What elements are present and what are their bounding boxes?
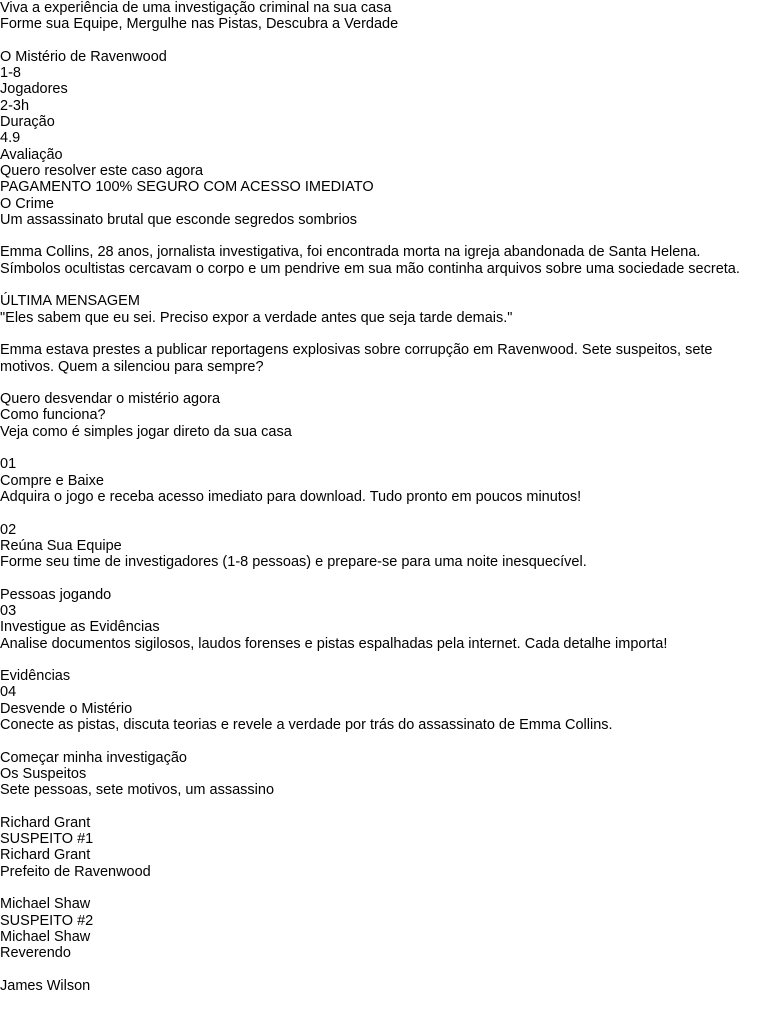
step-card <box>0 684 768 733</box>
spacer <box>0 733 768 749</box>
suspects-subheading: Sete pessoas, sete motivos, um assassino <box>0 782 275 799</box>
hero-tagline: Viva a experiência de uma investigação criminal na sua casa <box>0 0 392 16</box>
step-title: Investigue as Evidências <box>0 619 160 636</box>
step-text: Analise documentos sigilosos, laudos forenses e pistas espalhadas pela internet. Cada detalhe importa! <box>0 635 668 652</box>
step-number: 01 <box>0 456 17 473</box>
suspect-image-alt: Richard Grant <box>0 814 91 831</box>
suspect-card <box>0 978 768 994</box>
spacer <box>0 375 768 391</box>
step-title: Compre e Baixe <box>0 472 104 489</box>
crime-paragraph: Emma Collins, 28 anos, jornalista investigativa, foi encontrada morta na igreja abandonada de Santa Helena. Símbolos ocultistas cercavam o corpo e um pendrive em sua mão continha arquivos sobre uma sociedade secreta. <box>0 244 740 277</box>
spacer <box>0 33 768 49</box>
crime-subheading: Um assassinato brutal que esconde segredos sombrios <box>0 211 358 228</box>
suspect-image-alt: Michael Shaw <box>0 896 91 913</box>
step-text: Conecte as pistas, discuta teorias e revele a verdade por trás do assassinato de Emma Collins. <box>0 717 613 734</box>
stat-duration <box>0 98 768 131</box>
spacer <box>0 440 768 456</box>
spacer <box>0 326 768 342</box>
crime-heading: O Crime <box>0 195 54 212</box>
stat-value: 2-3h <box>0 97 30 114</box>
last-message-quote: "Eles sabem que eu sei. Preciso expor a verdade antes que seja tarde demais." <box>0 309 513 326</box>
stat-label: Avaliação <box>0 146 63 163</box>
suspect-image-alt: James Wilson <box>0 977 91 994</box>
stat-label: Duração <box>0 114 55 131</box>
stat-rating <box>0 130 768 163</box>
step-title: Desvende o Mistério <box>0 700 133 717</box>
spacer <box>0 570 768 586</box>
suspect-card <box>0 815 768 880</box>
step-card <box>0 456 768 505</box>
stat-value: 4.9 <box>0 130 21 147</box>
stat-players <box>0 65 768 98</box>
secure-payment-note: PAGAMENTO 100% SEGURO COM ACESSO IMEDIATO <box>0 179 374 196</box>
suspect-name: Richard Grant <box>0 847 91 864</box>
suspects-heading: Os Suspeitos <box>0 765 87 782</box>
spacer <box>0 652 768 668</box>
spacer <box>0 505 768 521</box>
last-message-label: ÚLTIMA MENSAGEM <box>0 293 140 310</box>
step-title: Reúna Sua Equipe <box>0 537 122 554</box>
suspects-section <box>0 766 768 994</box>
suspect-tag: SUSPEITO #1 <box>0 831 94 848</box>
how-cta-link[interactable]: Começar minha investigação <box>0 749 187 766</box>
step-card <box>0 522 768 571</box>
spacer <box>0 880 768 896</box>
hero-cta-link[interactable]: Quero resolver este caso agora <box>0 162 204 179</box>
how-subheading: Veja como é simples jogar direto da sua casa <box>0 423 292 440</box>
spacer <box>0 799 768 815</box>
stat-value: 1-8 <box>0 65 21 82</box>
step-number: 04 <box>0 684 17 701</box>
crime-section <box>0 196 768 408</box>
suspect-role: Prefeito de Ravenwood <box>0 863 151 880</box>
step-number: 03 <box>0 602 17 619</box>
suspect-tag: SUSPEITO #2 <box>0 912 94 929</box>
spacer <box>0 228 768 244</box>
step-text: Forme seu time de investigadores (1-8 pessoas) e prepare-se para uma noite inesquecível. <box>0 554 587 571</box>
spacer <box>0 962 768 978</box>
how-heading: Como funciona? <box>0 407 106 424</box>
crime-cta-link[interactable]: Quero desvendar o mistério agora <box>0 391 221 408</box>
step-card <box>0 603 768 652</box>
hero-subtitle: Forme sua Equipe, Mergulhe nas Pistas, Descubra a Verdade <box>0 16 399 33</box>
suspect-name: Michael Shaw <box>0 928 91 945</box>
spacer <box>0 277 768 293</box>
evidence-image-alt: Evidências <box>0 668 71 685</box>
how-it-works-section <box>0 407 768 766</box>
suspect-card <box>0 896 768 961</box>
game-title: O Mistério de Ravenwood <box>0 48 167 65</box>
step-text: Adquira o jogo e receba acesso imediato para download. Tudo pronto em poucos minutos! <box>0 488 582 505</box>
people-playing-image-alt: Pessoas jogando <box>0 586 112 603</box>
hero-section <box>0 0 768 196</box>
suspect-role: Reverendo <box>0 945 71 962</box>
stat-label: Jogadores <box>0 81 68 98</box>
crime-paragraph-2: Emma estava prestes a publicar reportagens explosivas sobre corrupção em Ravenwood. Sete suspeitos, sete motivos. Quem a silenciou para sempre? <box>0 342 713 375</box>
step-number: 02 <box>0 521 17 538</box>
